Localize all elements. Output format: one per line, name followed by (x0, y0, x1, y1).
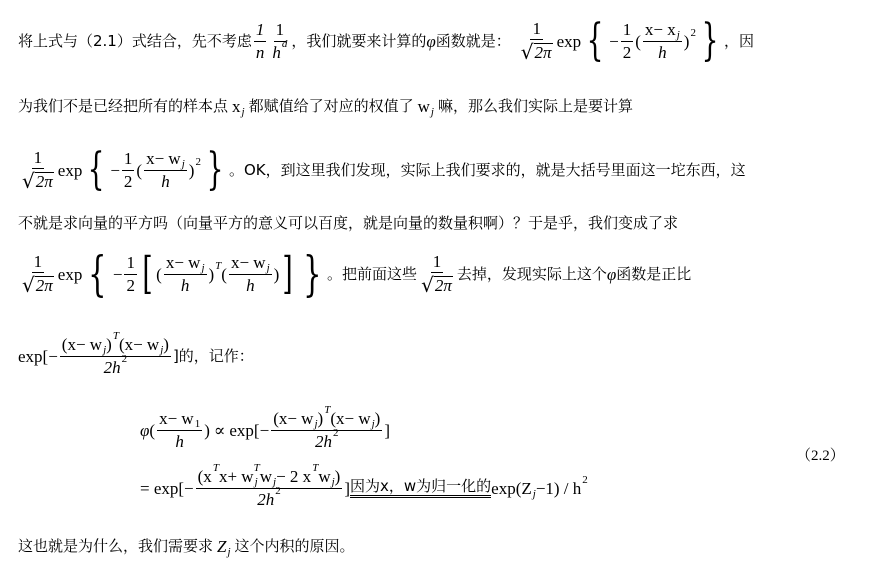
p5-text-a: 。把前面这些 (327, 264, 418, 283)
fraction-x-minus-w1-over-h: x− w 1 h (159, 408, 201, 451)
equation-2-2-line-2: = exp[− (x T x+ w j T w j − 2 x T w j ) 2h 2 ] 因为x，w为归一化的 exp(Z j −1) / h 2 (140, 461, 588, 509)
p1-text-d: ，因 (723, 31, 754, 50)
fraction-quadratic-form: (x− w j ) T (x− w j ) 2h 2 (273, 403, 381, 451)
equation-label: （2.2） (796, 447, 845, 464)
paragraph-2: 为我们不是已经把所有的样本点 x j 都赋值给了对应的权值了 w j 嘛，那么我们实际上是要计算 (18, 96, 633, 118)
p7-text-a: 这也就是为什么，我们需要求 (18, 536, 214, 555)
fraction-x-minus-wj-over-h: x− w j h (165, 252, 205, 295)
fraction-x-minus-xj-over-h: x− x j h (644, 19, 680, 62)
paragraph-6: exp[− (x− w j ) T (x− w j ) 2h 2 ]的，记作： (18, 329, 254, 377)
underlined-annotation: 因为x，w为归一化的 (350, 479, 491, 498)
fraction-1-over-n: $\frac{1}{n}$ (255, 19, 265, 62)
paragraph-3: 1 √ 2π exp { − $\frac{1}{2}$ ( x− w j h ) 2 } 。OK，到这里我们发现，实际上我们要求的，就是大括号里面这一坨东西，这 (22, 144, 746, 195)
fraction-1-over-sqrt-2pi: 1 √ 2π (22, 251, 53, 298)
fraction-half: $\frac{1}{2}$ (622, 19, 632, 62)
phi-symbol: φ (606, 264, 617, 284)
p2-text-c: 嘛，那么我们实际上是要计算 (437, 96, 633, 115)
fraction-1-over-h-d: 1 h d (272, 19, 288, 62)
paragraph-1: 将上式与（2.1）式结合，先不考虑 $\frac{1}{n}$ 1 h d ，我们就要来计算的 φ 函数就是： 1 √ 2π exp { − $\frac{1}{2}$ ( x− x j h ) 2 } ，因 (18, 15, 754, 66)
proportional-symbol: ∝ (213, 420, 226, 440)
fraction-x-minus-wj-over-h: x− w j h (146, 148, 185, 191)
p4-text: 不就是求向量的平方吗（向量平方的意义可以百度，就是向量的数量积啊）？于是乎，我们变成了求 (18, 213, 679, 232)
p7-text-b: 这个内积的原因。 (234, 536, 355, 555)
p1-text-a: 将上式与（2.1）式结合，先不考虑 (18, 31, 252, 50)
p3-text: 。OK，到这里我们发现，实际上我们要求的，就是大括号里面这一坨东西，这 (228, 160, 746, 179)
fraction-quadratic-form: (x− w j ) T (x− w j ) 2h 2 (61, 329, 169, 377)
p1-text-c: 函数就是： (435, 31, 511, 50)
exp-label: exp (556, 31, 582, 51)
p5-text-b: 去掉，发现实际上这个 (456, 264, 607, 283)
fraction-1-over-sqrt-2pi: 1 √ 2π (520, 18, 552, 65)
fraction-expanded: (x T x+ w j T w j − 2 x T w j ) 2h 2 (197, 461, 341, 509)
paragraph-5: 1 √ 2π exp { − $\frac{1}{2}$ [ ( x− w j h ) T ( x− w j h ) ] } 。把前面这些 1 √ 2π 去掉，发现实际上这个 φ 函数是正比 (22, 246, 692, 302)
left-brace: { (586, 15, 604, 66)
phi-symbol: φ (426, 31, 436, 51)
equation-2-2-line-1: φ ( x− w 1 h ) ∝ exp[− (x− w j ) T (x− w j ) 2h 2 ] (140, 403, 391, 451)
right-brace: } (701, 15, 719, 66)
p5-text-c: 函数是正比 (616, 264, 692, 283)
p2-text-a: 为我们不是已经把所有的样本点 (18, 96, 229, 115)
fraction-1-over-sqrt-2pi: 1 √ 2π (22, 147, 53, 194)
paragraph-4 (18, 213, 678, 233)
fraction-x-minus-wj-over-h-2: x− w j h (230, 252, 270, 295)
fraction-half: $\frac{1}{2}$ (123, 148, 133, 191)
p6-text: ]的，记作： (172, 346, 254, 365)
p1-text-b: ，我们就要来计算的 (291, 31, 427, 50)
paragraph-7: 这也就是为什么，我们需要求 Z j 这个内积的原因。 (18, 536, 355, 558)
p2-text-b: 都赋值给了对应的权值了 (248, 96, 414, 115)
fraction-1-over-sqrt-2pi-inline: 1 √ 2π (421, 251, 452, 298)
fraction-half: $\frac{1}{2}$ (126, 252, 135, 295)
